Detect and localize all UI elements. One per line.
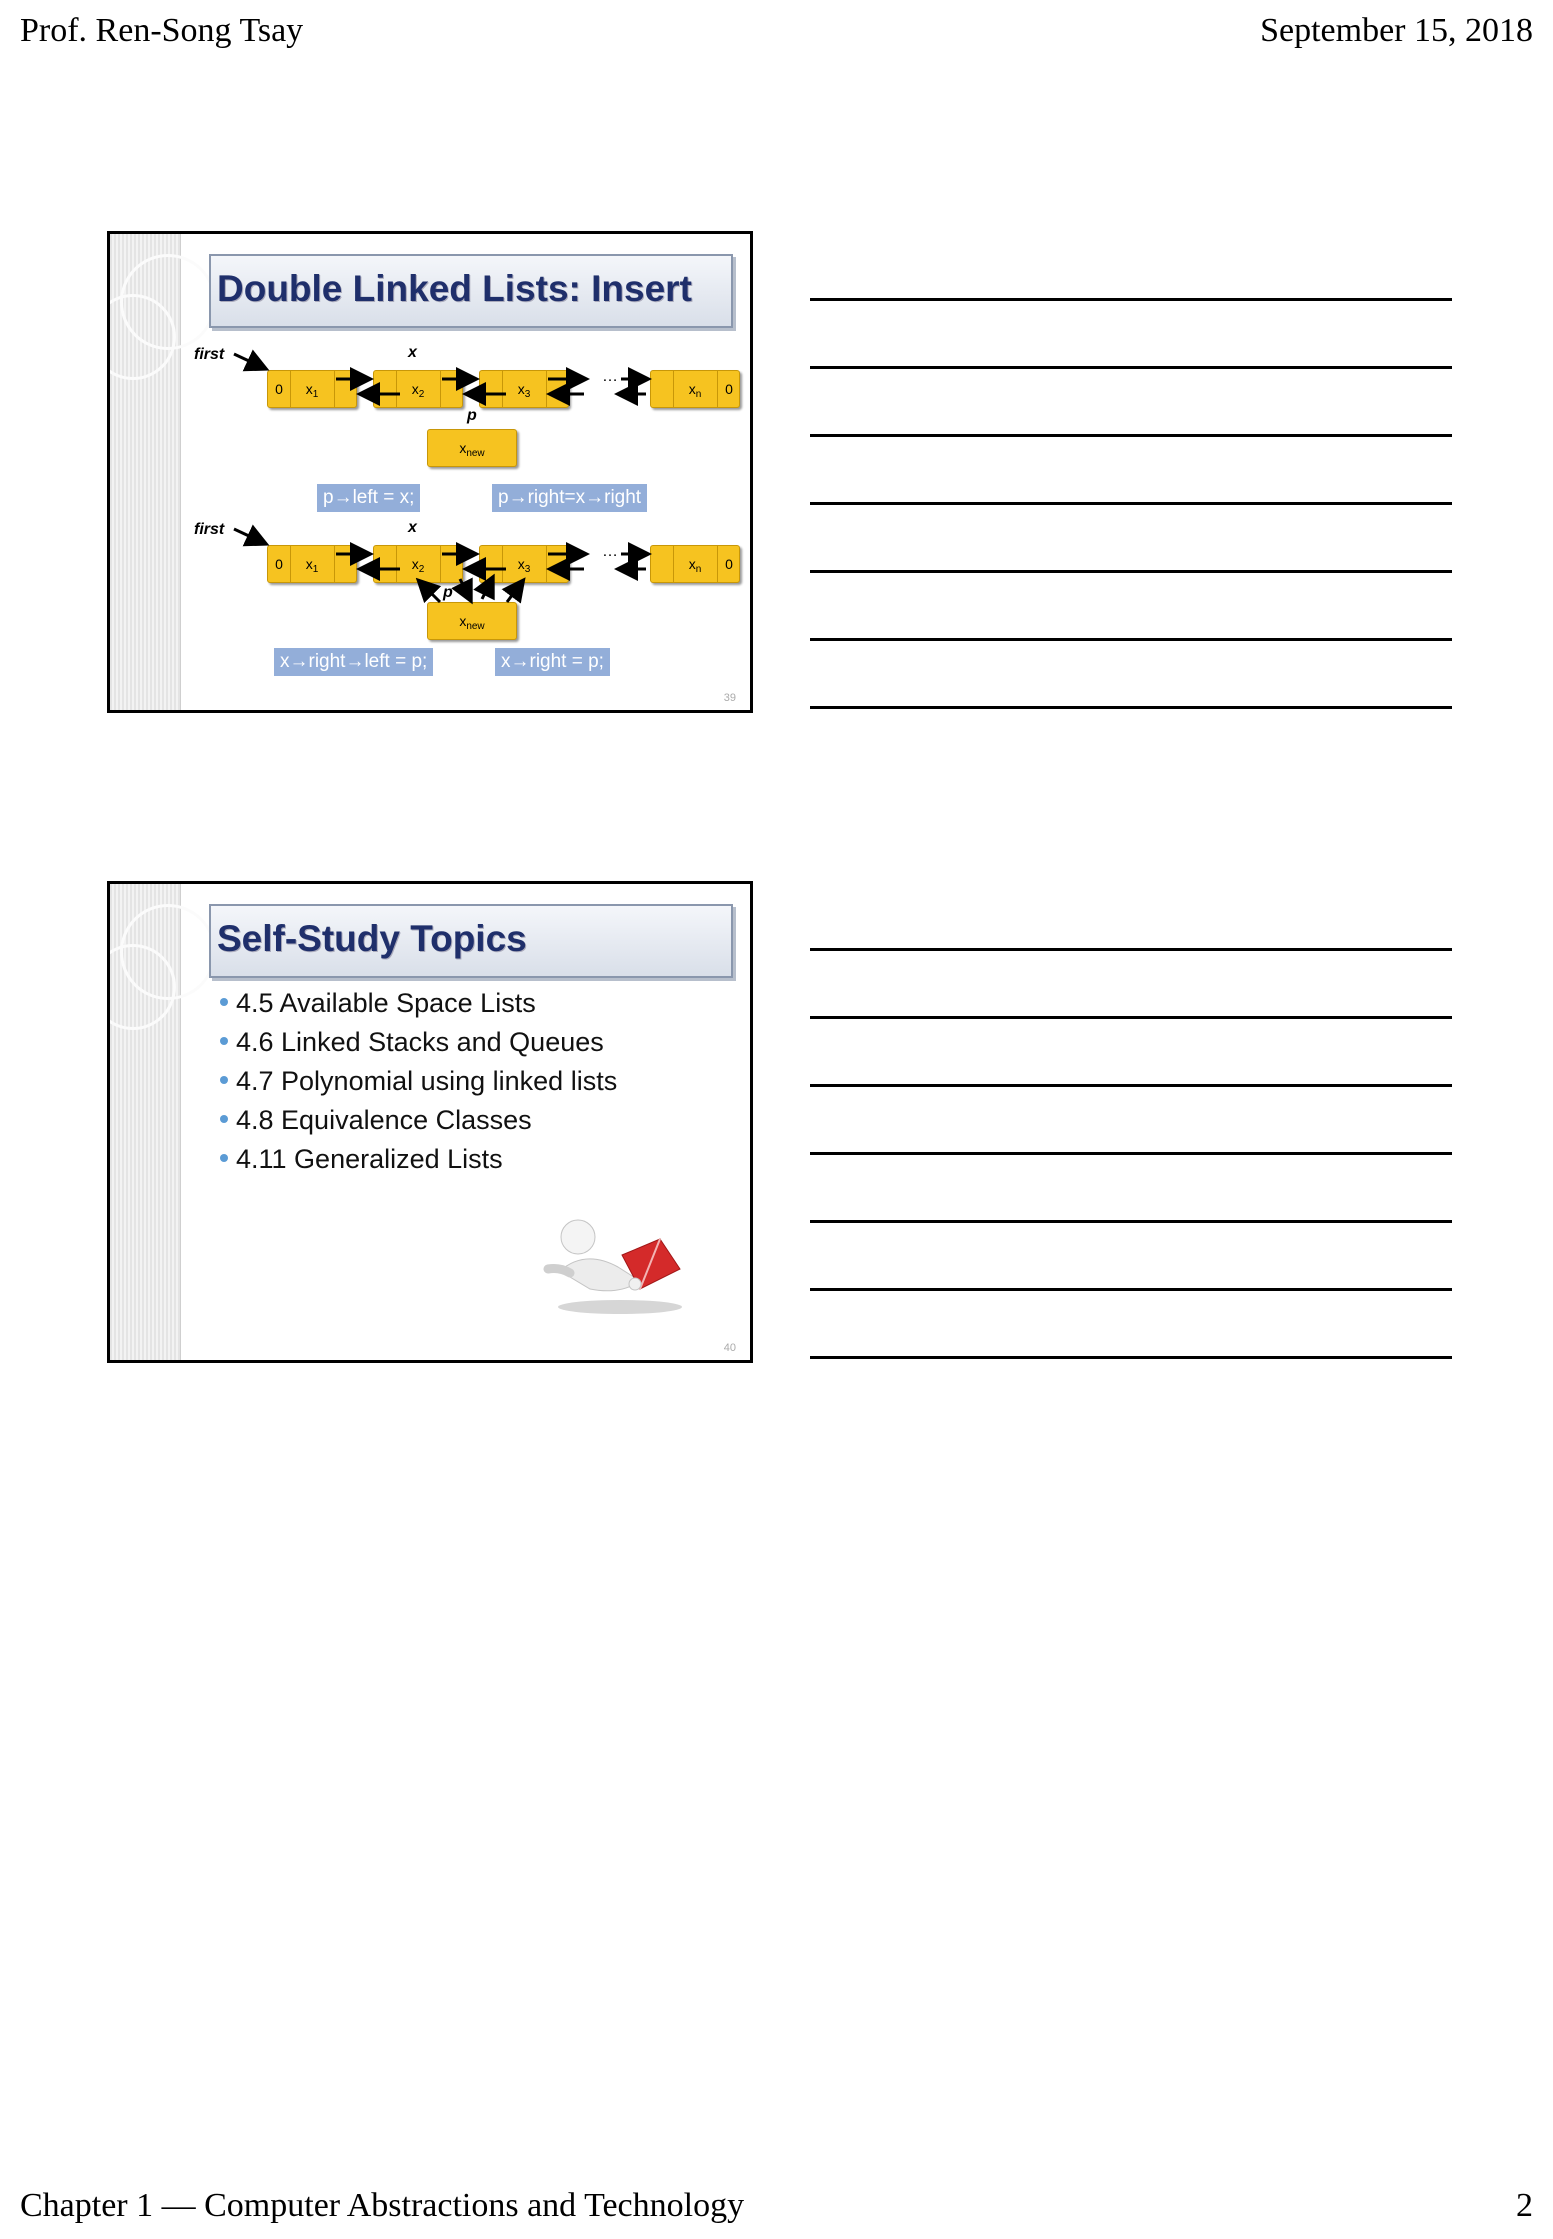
note-line [810,706,1452,709]
note-line [810,1288,1452,1291]
null-pointer: 0 [717,371,740,407]
node-label: $x_n$ [688,556,702,575]
slide-number: 39 [723,692,736,704]
node-label: $x_{new}$ [459,440,485,459]
p-label: p [443,584,453,601]
bullet-icon [220,1037,228,1045]
slide-title: Self-Study Topics [217,918,527,959]
list-item: 4.5 Available Space Lists [220,988,536,1019]
slide-title-box [209,904,733,978]
x-label: x [408,344,417,361]
node-label: $x_2$ [411,381,425,400]
first-label: first [194,346,225,363]
code-snippet: p→left = x; [317,484,420,512]
note-line [810,1152,1452,1155]
note-line [810,298,1452,301]
node-label: $x_1$ [305,556,319,575]
list-item: 4.11 Generalized Lists [220,1144,503,1175]
node-label: $x_2$ [411,556,425,575]
x-label: x [408,519,417,536]
node-label: $x_n$ [688,381,702,400]
note-line [810,366,1452,369]
note-line [810,570,1452,573]
slide-self-study-topics [107,881,753,1363]
reading-figure-icon [540,1209,700,1319]
node-label: $x_3$ [517,556,531,575]
slide-title: Double Linked Lists: Insert [217,268,692,309]
p-label: p [467,407,477,424]
note-line [810,1220,1452,1223]
slide-number: 40 [723,1342,736,1354]
code-snippet: x→right→left = p; [274,648,433,676]
bullet-icon [220,1076,228,1084]
first-label: first [194,521,225,538]
node-label: $x_3$ [517,381,531,400]
null-pointer: 0 [717,546,740,582]
null-pointer: 0 [268,371,291,407]
note-line [810,434,1452,437]
code-snippet: p→right=x→right [492,484,647,512]
ellipsis: … [602,543,618,560]
pointer-arrows [110,234,750,710]
note-line [810,948,1452,951]
bullet-icon [220,998,228,1006]
note-line [810,1356,1452,1359]
list-item: 4.8 Equivalence Classes [220,1105,532,1136]
node-label: $x_{new}$ [459,613,485,632]
ellipsis: … [602,368,618,385]
note-line [810,502,1452,505]
bullet-icon [220,1154,228,1162]
footer-chapter: Chapter 1 — Computer Abstractions and Technology [20,2187,745,2224]
list-item: 4.6 Linked Stacks and Queues [220,1027,604,1058]
list-item: 4.7 Polynomial using linked lists [220,1066,617,1097]
bullet-icon [220,1115,228,1123]
note-line [810,1084,1452,1087]
header-date: September 15, 2018 [1260,12,1533,49]
footer-page-number: 2 [1516,2187,1533,2224]
node-label: $x_1$ [305,381,319,400]
header-author: Prof. Ren-Song Tsay [20,12,304,49]
null-pointer: 0 [268,546,291,582]
code-snippet: x→right = p; [495,648,610,676]
note-line [810,638,1452,641]
note-line [810,1016,1452,1019]
slide-double-linked-lists [107,231,753,713]
